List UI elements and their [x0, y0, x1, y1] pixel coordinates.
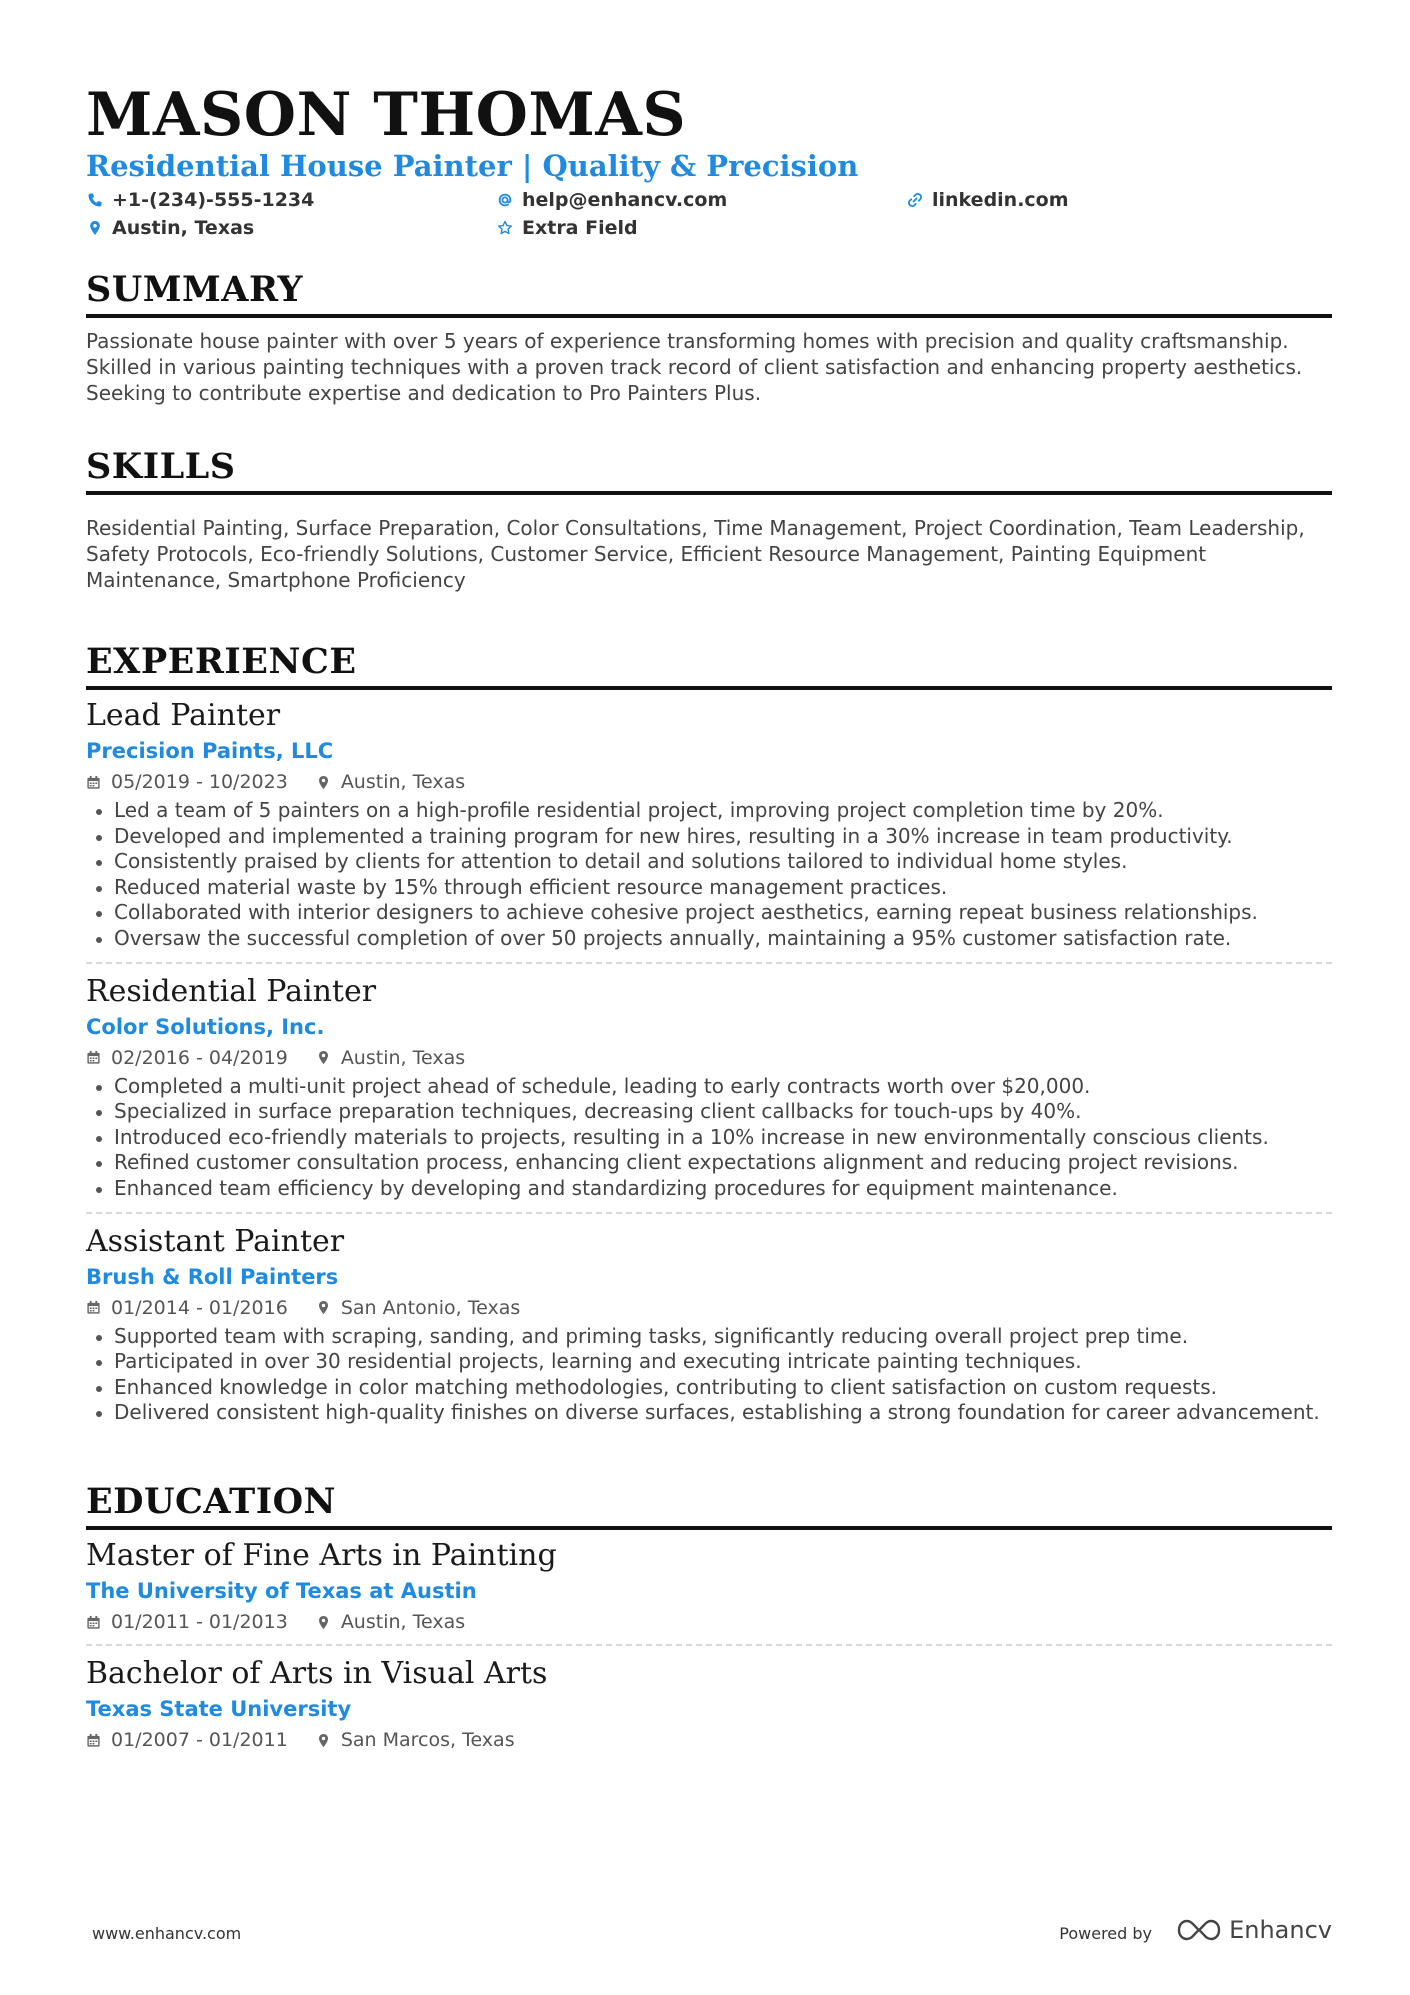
company-name: Brush & Roll Painters [86, 1264, 339, 1289]
linkedin-contact[interactable] [906, 188, 1332, 212]
location-text: Austin, Texas [340, 1046, 466, 1069]
powered-by-label: Powered by [1059, 1924, 1152, 1943]
phone-contact[interactable] [86, 188, 496, 212]
brand-name: Enhancv [1229, 1916, 1332, 1944]
list-item: Consistently praised by clients for attention to detail and solutions tailored to individual home styles. [86, 849, 1332, 875]
candidate-title: Residential House Painter | Quality & Precision [86, 149, 859, 183]
school-name: Texas State University [86, 1697, 352, 1721]
email-text: help@enhancv.com [522, 189, 728, 211]
phone-text: +1-(234)-555-1234 [112, 189, 315, 211]
footer-website-link[interactable]: www.enhancv.com [92, 1924, 242, 1943]
calendar-icon [86, 1300, 101, 1315]
location-contact [86, 216, 496, 240]
location-text: San Marcos, Texas [340, 1729, 515, 1751]
job-dates [86, 1047, 288, 1069]
summary-heading: SUMMARY [86, 268, 1332, 318]
dates-text: 05/2019 - 10/2023 [111, 771, 288, 793]
job-location [316, 1297, 520, 1319]
dates-text: 01/2014 - 01/2016 [111, 1296, 288, 1319]
calendar-icon [86, 1050, 101, 1065]
education-dates [86, 1611, 288, 1633]
list-item: Participated in over 30 residential projects, learning and executing intricate painting techniques. [86, 1349, 1332, 1375]
phone-icon [86, 191, 104, 209]
list-item: Refined customer consultation process, enhancing client expectations alignment and reducing project revisions. [86, 1150, 1332, 1176]
link-icon [906, 191, 924, 209]
list-item: Led a team of 5 painters on a high-profile residential project, improving project completion time by 20%. [86, 798, 1332, 824]
degree-title: Master of Fine Arts in Painting [86, 1538, 557, 1573]
map-pin-icon [86, 219, 104, 237]
education-dates [86, 1729, 288, 1751]
location-text: Austin, Texas [340, 771, 466, 793]
list-item: Supported team with scraping, sanding, and priming tasks, significantly reducing overall project prep time. [86, 1324, 1332, 1350]
location-text: Austin, Texas [112, 217, 255, 239]
list-item: Developed and implemented a training program for new hires, resulting in a 30% increase in team productivity. [86, 824, 1332, 850]
education-location [316, 1611, 465, 1633]
map-pin-icon [316, 1733, 331, 1748]
enhancv-logo[interactable] [1175, 1916, 1332, 1944]
at-sign-icon [496, 191, 514, 209]
calendar-icon [86, 1733, 101, 1748]
job-title: Lead Painter [86, 698, 281, 733]
list-item: Completed a multi-unit project ahead of schedule, leading to early contracts worth over $20,000. [86, 1074, 1332, 1100]
dates-text: 01/2007 - 01/2011 [111, 1729, 288, 1751]
school-name: The University of Texas at Austin [86, 1579, 477, 1603]
experience-entry [86, 698, 1332, 952]
entry-divider [86, 1644, 1332, 1646]
location-text: San Antonio, Texas [340, 1296, 521, 1319]
dates-text: 02/2016 - 04/2019 [111, 1046, 288, 1069]
list-item: Oversaw the successful completion of over 50 projects annually, maintaining a 95% customer satisfaction rate. [86, 926, 1332, 952]
experience-entry [86, 974, 1332, 1202]
job-meta [86, 1046, 1332, 1070]
job-dates [86, 1297, 288, 1319]
entry-divider [86, 1212, 1332, 1214]
summary-text: Passionate house painter with over 5 years of experience transforming homes with precision and quality craftsmanship. Skilled in various painting techniques with a proven track record of client satisfaction and enhancing property aesthetics. Seeking to contribute expertise and dedication to Pro Painters Plus. [86, 329, 1303, 405]
job-meta [86, 770, 1332, 794]
experience-entry [86, 1224, 1332, 1426]
experience-heading: EXPERIENCE [86, 640, 1332, 690]
company-name: Precision Paints, LLC [86, 739, 334, 763]
location-text: Austin, Texas [340, 1611, 466, 1633]
summary-section [86, 268, 1332, 406]
job-location [316, 1047, 465, 1069]
education-meta [86, 1728, 1332, 1752]
skills-heading: SKILLS [86, 445, 1332, 495]
job-meta [86, 1296, 1332, 1320]
map-pin-icon [316, 1300, 331, 1315]
job-title: Assistant Painter [86, 1223, 345, 1259]
experience-section [86, 640, 1332, 1426]
candidate-name: MASON THOMAS [86, 80, 687, 150]
job-title: Residential Painter [86, 973, 377, 1009]
list-item: Delivered consistent high-quality finishes on diverse surfaces, establishing a strong foundation for career advancement. [86, 1400, 1332, 1426]
calendar-icon [86, 1615, 101, 1630]
job-dates [86, 771, 288, 793]
map-pin-icon [316, 1050, 331, 1065]
list-item: Reduced material waste by 15% through efficient resource management practices. [86, 875, 1332, 901]
education-heading: EDUCATION [86, 1480, 1332, 1530]
education-location [316, 1729, 515, 1751]
page-footer [92, 1916, 1332, 1956]
education-entry [86, 1538, 1332, 1634]
enhancv-logo-icon [1175, 1916, 1223, 1944]
list-item: Introduced eco-friendly materials to projects, resulting in a 10% increase in new environmentally conscious clients. [86, 1125, 1332, 1151]
email-contact[interactable] [496, 188, 906, 212]
star-icon [496, 219, 514, 237]
skills-section [86, 445, 1332, 593]
map-pin-icon [316, 1615, 331, 1630]
extra-field-text: Extra Field [522, 217, 638, 239]
job-bullets [86, 1324, 1332, 1426]
job-bullets [86, 1074, 1332, 1202]
education-entry [86, 1656, 1332, 1752]
list-item: Specialized in surface preparation techniques, decreasing client callbacks for touch-ups by 40%. [86, 1099, 1332, 1125]
calendar-icon [86, 775, 101, 790]
map-pin-icon [316, 775, 331, 790]
entry-divider [86, 962, 1332, 964]
contact-info [86, 188, 1332, 240]
resume-header [86, 80, 1332, 240]
company-name: Color Solutions, Inc. [86, 1014, 325, 1039]
extra-field-contact [496, 216, 906, 240]
education-section [86, 1480, 1332, 1752]
list-item: Enhanced knowledge in color matching methodologies, contributing to client satisfaction on custom requests. [86, 1375, 1332, 1401]
list-item: Collaborated with interior designers to achieve cohesive project aesthetics, earning repeat business relationships. [86, 900, 1332, 926]
skills-text: Residential Painting, Surface Preparation, Color Consultations, Time Management, Project Coordination, Team Leadership, Safety Protocols, Eco-friendly Solutions, Customer Service, Efficient Resource Management, Painting Equipment Maintenance, Smartphone Proficiency [86, 516, 1305, 592]
job-location [316, 771, 465, 793]
job-bullets [86, 798, 1332, 952]
education-meta [86, 1610, 1332, 1634]
linkedin-text: linkedin.com [932, 189, 1069, 211]
dates-text: 01/2011 - 01/2013 [111, 1611, 288, 1633]
list-item: Enhanced team efficiency by developing and standardizing procedures for equipment maintenance. [86, 1176, 1332, 1202]
degree-title: Bachelor of Arts in Visual Arts [86, 1656, 548, 1691]
